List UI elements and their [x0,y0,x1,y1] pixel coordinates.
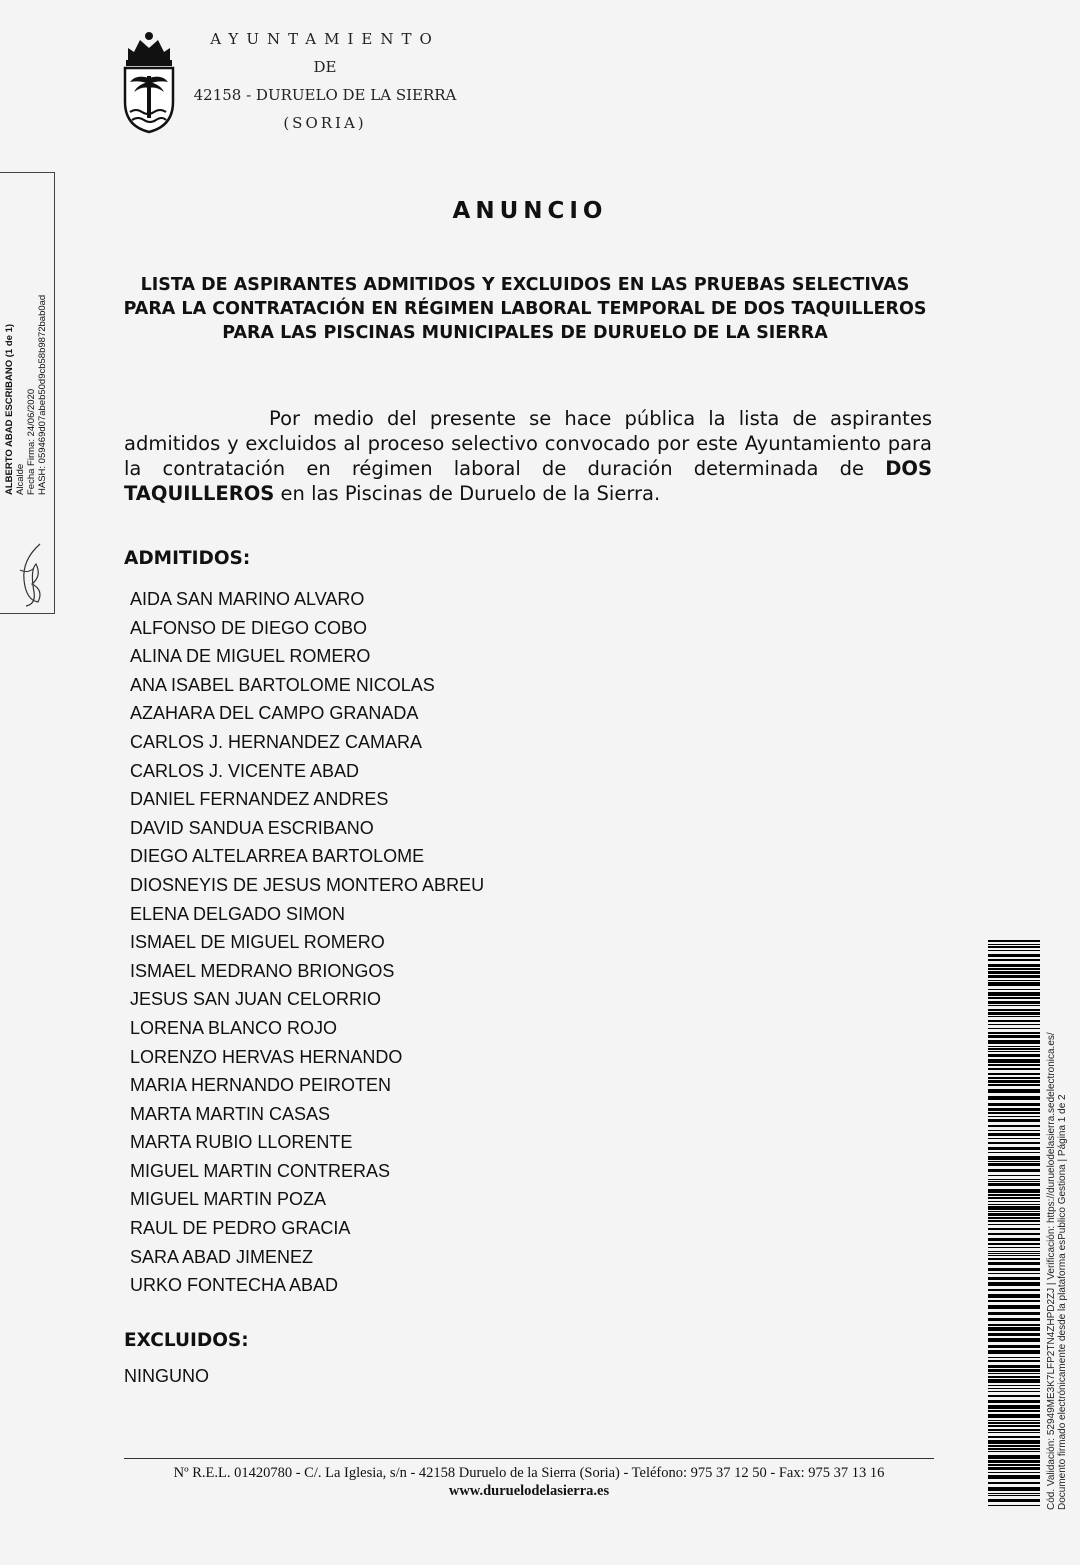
barcode-bar [988,1204,1040,1205]
barcode-bar [988,1163,1040,1166]
barcode-bar [988,1357,1040,1358]
barcode-bar [988,1495,1040,1496]
signer-role: Alcalde [15,463,26,495]
list-item: DANIEL FERNANDEZ ANDRES [130,789,389,810]
barcode-bar [988,1012,1040,1015]
barcode-bar [988,946,1040,948]
barcode-bar [988,1009,1040,1011]
list-item: DAVID SANDUA ESCRIBANO [130,817,374,838]
header-line-1: AYUNTAMIENTO [210,30,440,48]
barcode-bar [988,1460,1040,1463]
barcode-bar [988,1422,1040,1424]
list-item: CARLOS J. HERNANDEZ CAMARA [130,731,423,752]
barcode-bar [988,1089,1040,1093]
barcode-bar [988,1305,1040,1309]
barcode-bar [988,1108,1040,1111]
barcode-bar [988,1268,1040,1271]
barcode-bar [988,1373,1040,1374]
barcode-bar [988,1499,1040,1502]
barcode-bar [988,1467,1040,1470]
barcode-bar [988,1059,1040,1063]
list-item: ELENA DELGADO SIMON [130,903,346,924]
barcode-bar [988,1054,1040,1057]
list-item: DIEGO ALTELARREA BARTOLOME [130,846,425,867]
barcode-bar [988,1376,1040,1378]
barcode-bar [988,1505,1040,1506]
barcode-bar [988,940,1040,942]
admitidos-list [130,586,484,1301]
list-item: ALINA DE MIGUEL ROMERO [130,646,371,667]
barcode-bar [988,1228,1040,1230]
barcode-bar [988,1273,1040,1274]
barcode-bar [988,1253,1040,1254]
barcode-bar [988,1077,1040,1079]
barcode-bar [988,1068,1040,1070]
barcode-bar [988,1035,1040,1038]
barcode-bar [988,1073,1040,1075]
barcode-bar [988,1472,1040,1473]
barcode-bar [988,1161,1040,1162]
footer-address: Nº R.E.L. 01420780 - C/. La Iglesia, s/n - 42158 Duruelo de la Sierra (Soria) - Teléfono: 975 37 12 50 - Fax: 975 37 13 16 [173,1465,885,1481]
header-line-3: 42158 - DURUELO DE LA SIERRA [193,86,457,104]
paragraph-text-before: Por medio del presente se hace pública la lista de aspirantes admitidos y excluidos al proceso selectivo convocado por este Ayuntamiento para la contratación en régimen laboral de duración determinada de [124,407,932,480]
excluidos-value: NINGUNO [124,1366,209,1386]
paragraph-bold-text: DOS TAQUILLEROS [124,457,932,505]
barcode-bar [988,1024,1040,1025]
list-item: ANA ISABEL BARTOLOME NICOLAS [130,674,435,695]
barcode-bar [988,1147,1040,1150]
announcement-paragraph [124,406,932,506]
barcode-bar [988,1080,1040,1083]
validation-barcode [988,940,1040,1506]
barcode-bar [988,971,1040,974]
barcode-bar [988,1493,1040,1494]
list-item: ISMAEL MEDRANO BRIONGOS [130,960,395,981]
barcode-bar [988,1289,1040,1291]
barcode-bar [988,1385,1040,1386]
barcode-bar [988,1051,1040,1052]
barcode-bar [988,1300,1040,1302]
barcode-bar [988,1425,1040,1427]
barcode-bar [988,980,1040,981]
signature-date: Fecha Firma: 24/06/2020 [26,388,37,495]
barcode-bar [988,1194,1040,1196]
barcode-bar [988,1183,1040,1186]
barcode-bar [988,1084,1040,1086]
barcode-bar [988,1169,1040,1172]
barcode-bar [988,1064,1040,1066]
barcode-bar [988,975,1040,978]
barcode-bar [988,989,1040,990]
barcode-bar [988,1119,1040,1122]
barcode-bar [988,1350,1040,1354]
document-title: ANUNCIO [452,198,608,224]
barcode-bar [988,1312,1040,1315]
barcode-bar [988,1400,1040,1403]
list-item: LORENZO HERVAS HERNANDO [130,1046,403,1067]
barcode-bar [988,1464,1040,1466]
barcode-bar [988,1282,1040,1286]
barcode-bar [988,1238,1040,1241]
list-item: ALFONSO DE DIEGO COBO [130,617,368,638]
barcode-bar [988,950,1040,951]
barcode-bar [988,1365,1040,1368]
list-item: CARLOS J. VICENTE ABAD [130,760,360,781]
barcode-bar [988,1318,1040,1321]
barcode-bar [988,1179,1040,1180]
barcode-bar [988,1224,1040,1225]
barcode-bar [988,1475,1040,1479]
barcode-bar [988,1379,1040,1383]
barcode-bar [988,1436,1040,1438]
barcode-bar [988,964,1040,967]
barcode-bar [988,1112,1040,1114]
barcode-bar [988,1327,1040,1331]
list-item: RAUL DE PEDRO GRACIA [130,1218,351,1239]
barcode-bar [988,1213,1040,1216]
barcode-bar [988,1096,1040,1100]
barcode-bar [988,1451,1040,1452]
footer-divider [124,1458,934,1459]
barcode-bar [988,1133,1040,1136]
barcode-bar [988,1233,1040,1235]
municipality-header [180,30,470,132]
barcode-bar [988,997,1040,999]
barcode-bar [988,1277,1040,1280]
list-item: MIGUEL MARTIN POZA [130,1189,327,1210]
barcode-bar [988,1391,1040,1392]
barcode-bar [988,1395,1040,1397]
paragraph-text-after: en las Piscinas de Duruelo de la Sierra. [274,482,661,505]
excluidos-heading: EXCLUIDOS: [124,1330,249,1351]
header-line-2: DE [313,58,337,76]
barcode-bar [988,1360,1040,1362]
barcode-bar [988,1211,1040,1212]
barcode-bar [988,1138,1040,1139]
barcode-bar [988,1152,1040,1153]
barcode-bar [988,1440,1040,1444]
barcode-bar [988,1294,1040,1298]
validation-text [1046,950,1070,1510]
barcode-bar [988,1125,1040,1127]
barcode-bar [988,1369,1040,1372]
barcode-bar [988,1445,1040,1447]
barcode-bar [988,1247,1040,1248]
barcode-bar [988,1324,1040,1326]
barcode-bar [988,1482,1040,1484]
list-item: MARTA RUBIO LLORENTE [130,1132,353,1153]
signature-hash: HASH: 059469d07abeb50d9cb58b9872bab0ad [37,294,48,495]
barcode-bar [988,1028,1040,1029]
barcode-bar [988,1032,1040,1034]
barcode-bar [988,1405,1040,1409]
barcode-bar [988,1420,1040,1421]
barcode-bar [988,1258,1040,1260]
barcode-bar [988,1197,1040,1199]
barcode-bar [988,1429,1040,1431]
barcode-bar [988,1142,1040,1144]
list-item: DIOSNEYIS DE JESUS MONTERO ABREU [130,874,485,895]
barcode-bar [988,1201,1040,1202]
barcode-bar [988,1181,1040,1182]
list-item: MIGUEL MARTIN CONTRERAS [130,1160,391,1181]
barcode-bar [988,1156,1040,1160]
signer-name: ALBERTO ABAD ESCRIBANO (1 de 1) [4,323,15,495]
barcode-bar [988,1046,1040,1047]
barcode-bar [988,1189,1040,1193]
barcode-bar [988,1001,1040,1004]
barcode-bar [988,968,1040,970]
barcode-bar [988,1251,1040,1252]
coat-of-arms-logo [120,30,178,134]
barcode-bar [988,954,1040,957]
list-item: AZAHARA DEL CAMPO GRANADA [130,703,419,724]
barcode-bar [988,1448,1040,1450]
header-line-4: (SORIA) [283,114,367,132]
barcode-bar [988,944,1040,945]
barcode-bar [988,1005,1040,1006]
list-item: AIDA SAN MARINO ALVARO [130,589,365,609]
barcode-bar [988,959,1040,961]
handwritten-signature [14,540,48,610]
list-item: ISMAEL DE MIGUEL ROMERO [130,932,385,953]
footer-website: www.duruelodelasierra.es [448,1483,610,1499]
barcode-bar [988,1345,1040,1348]
barcode-bar [988,1388,1040,1389]
barcode-bar [988,1414,1040,1418]
barcode-bar [988,1040,1040,1044]
list-item: SARA ABAD JIMENEZ [130,1246,314,1267]
barcode-bar [988,1020,1040,1022]
page-footer [124,1464,934,1500]
barcode-bar [988,1487,1040,1491]
validation-line-1: Cód. Validación: 52949ME3K7LFP2TN4ZHPD2ZJ | Verificación: https://duruelodelasierra.sedelectronica.es/ [1046,1032,1057,1510]
barcode-bar [988,1243,1040,1245]
admitidos-heading: ADMITIDOS: [124,548,251,569]
list-item: LORENA BLANCO ROJO [130,1017,338,1038]
barcode-bar [988,1048,1040,1050]
barcode-bar [988,1410,1040,1412]
list-item: MARIA HERNANDO PEIROTEN [130,1075,392,1096]
validation-line-2: Documento firmado electrónicamente desde la plataforma esPublico Gestiona | Página 1 de 2 [1057,1094,1068,1510]
barcode-bar [988,1455,1040,1459]
barcode-bar [988,1103,1040,1106]
barcode-bar [988,1175,1040,1176]
list-item: URKO FONTECHA ABAD [130,1275,339,1296]
barcode-bar [988,1432,1040,1433]
barcode-bar [988,1130,1040,1131]
barcode-bar [988,1255,1040,1256]
barcode-bar [988,1016,1040,1017]
barcode-bar [988,992,1040,996]
list-item: MARTA MARTIN CASAS [130,1103,331,1124]
barcode-bar [988,1206,1040,1210]
barcode-bar [988,1262,1040,1265]
list-item: JESUS SAN JUAN CELORRIO [130,989,382,1010]
barcode-bar [988,1217,1040,1219]
barcode-bar [988,1220,1040,1222]
barcode-bar [988,1333,1040,1336]
barcode-bar [988,1116,1040,1117]
barcode-bar [988,1338,1040,1342]
document-subtitle: LISTA DE ASPIRANTES ADMITIDOS Y EXCLUIDOS EN LAS PRUEBAS SELECTIVAS PARA LA CONTRATACIÓN EN RÉGIMEN LABORAL TEMPORAL DE DOS TAQUILLEROS PARA LAS PISCINAS MUNICIPALES DE DURUELO DE LA SIERRA [123,275,927,343]
barcode-bar [988,982,1040,986]
